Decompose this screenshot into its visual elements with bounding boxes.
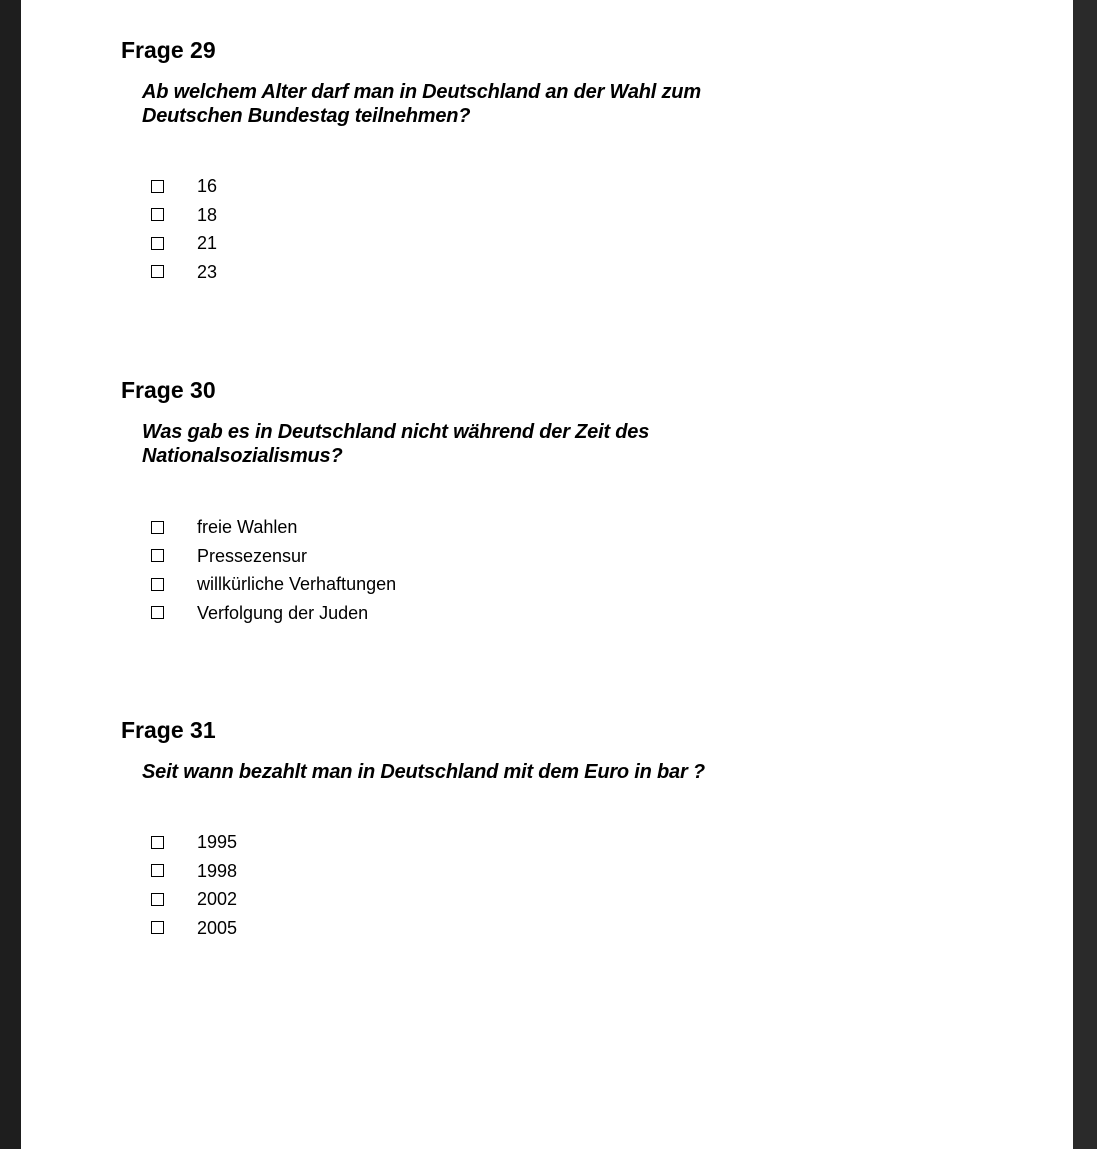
answer-option[interactable]: [151, 172, 217, 201]
question-text: [142, 760, 782, 784]
question-heading: Frage 29: [121, 37, 216, 63]
answer-option[interactable]: [151, 914, 237, 943]
checkbox[interactable]: [151, 549, 164, 562]
question-heading: Frage 31: [121, 717, 216, 743]
answer-label: 21: [197, 233, 218, 254]
question-text-line: Deutschen Bundestag teilnehmen?: [142, 105, 471, 127]
answer-option[interactable]: [151, 258, 217, 287]
viewer-scroll-gutter[interactable]: [1073, 0, 1097, 1149]
answer-options: [151, 513, 396, 627]
answer-option[interactable]: [151, 201, 217, 230]
answer-option[interactable]: [151, 570, 396, 599]
checkbox[interactable]: [151, 265, 164, 278]
answer-label: Verfolgung der Juden: [197, 602, 369, 623]
question-text-line: Nationalsozialismus?: [142, 445, 343, 467]
question-30: [121, 376, 1021, 623]
checkbox[interactable]: [151, 606, 164, 619]
checkbox[interactable]: [151, 921, 164, 934]
checkbox[interactable]: [151, 208, 164, 221]
question-31: [121, 716, 1021, 938]
answer-label: 2002: [197, 889, 238, 910]
answer-option[interactable]: [151, 885, 237, 914]
question-29: [121, 36, 1021, 282]
answer-option[interactable]: [151, 542, 396, 571]
answer-label: Pressezensur: [197, 545, 308, 566]
question-text: [142, 80, 782, 128]
answer-label: 18: [197, 204, 218, 225]
answer-label: 2005: [197, 917, 238, 938]
answer-label: 1998: [197, 860, 238, 881]
checkbox[interactable]: [151, 180, 164, 193]
answer-options: [151, 172, 217, 286]
question-text: [142, 420, 782, 468]
answer-label: 1995: [197, 832, 238, 853]
answer-option[interactable]: [151, 599, 396, 628]
answer-label: 23: [197, 261, 218, 282]
answer-option[interactable]: [151, 857, 237, 886]
answer-option[interactable]: [151, 229, 217, 258]
question-text-line: Seit wann bezahlt man in Deutschland mit dem Euro in bar ?: [142, 761, 705, 783]
question-heading: Frage 30: [121, 377, 216, 403]
checkbox[interactable]: [151, 836, 164, 849]
checkbox[interactable]: [151, 521, 164, 534]
answer-options: [151, 828, 237, 942]
answer-option[interactable]: [151, 513, 396, 542]
answer-label: willkürliche Verhaftungen: [197, 574, 397, 595]
checkbox[interactable]: [151, 237, 164, 250]
answer-label: 16: [197, 176, 218, 197]
checkbox[interactable]: [151, 893, 164, 906]
answer-option[interactable]: [151, 828, 237, 857]
document-page: [21, 0, 1073, 1149]
question-text-line: Was gab es in Deutschland nicht während der Zeit des: [142, 421, 650, 443]
checkbox[interactable]: [151, 578, 164, 591]
checkbox[interactable]: [151, 864, 164, 877]
answer-label: freie Wahlen: [197, 517, 298, 538]
question-text-line: Ab welchem Alter darf man in Deutschland an der Wahl zum: [142, 81, 701, 103]
